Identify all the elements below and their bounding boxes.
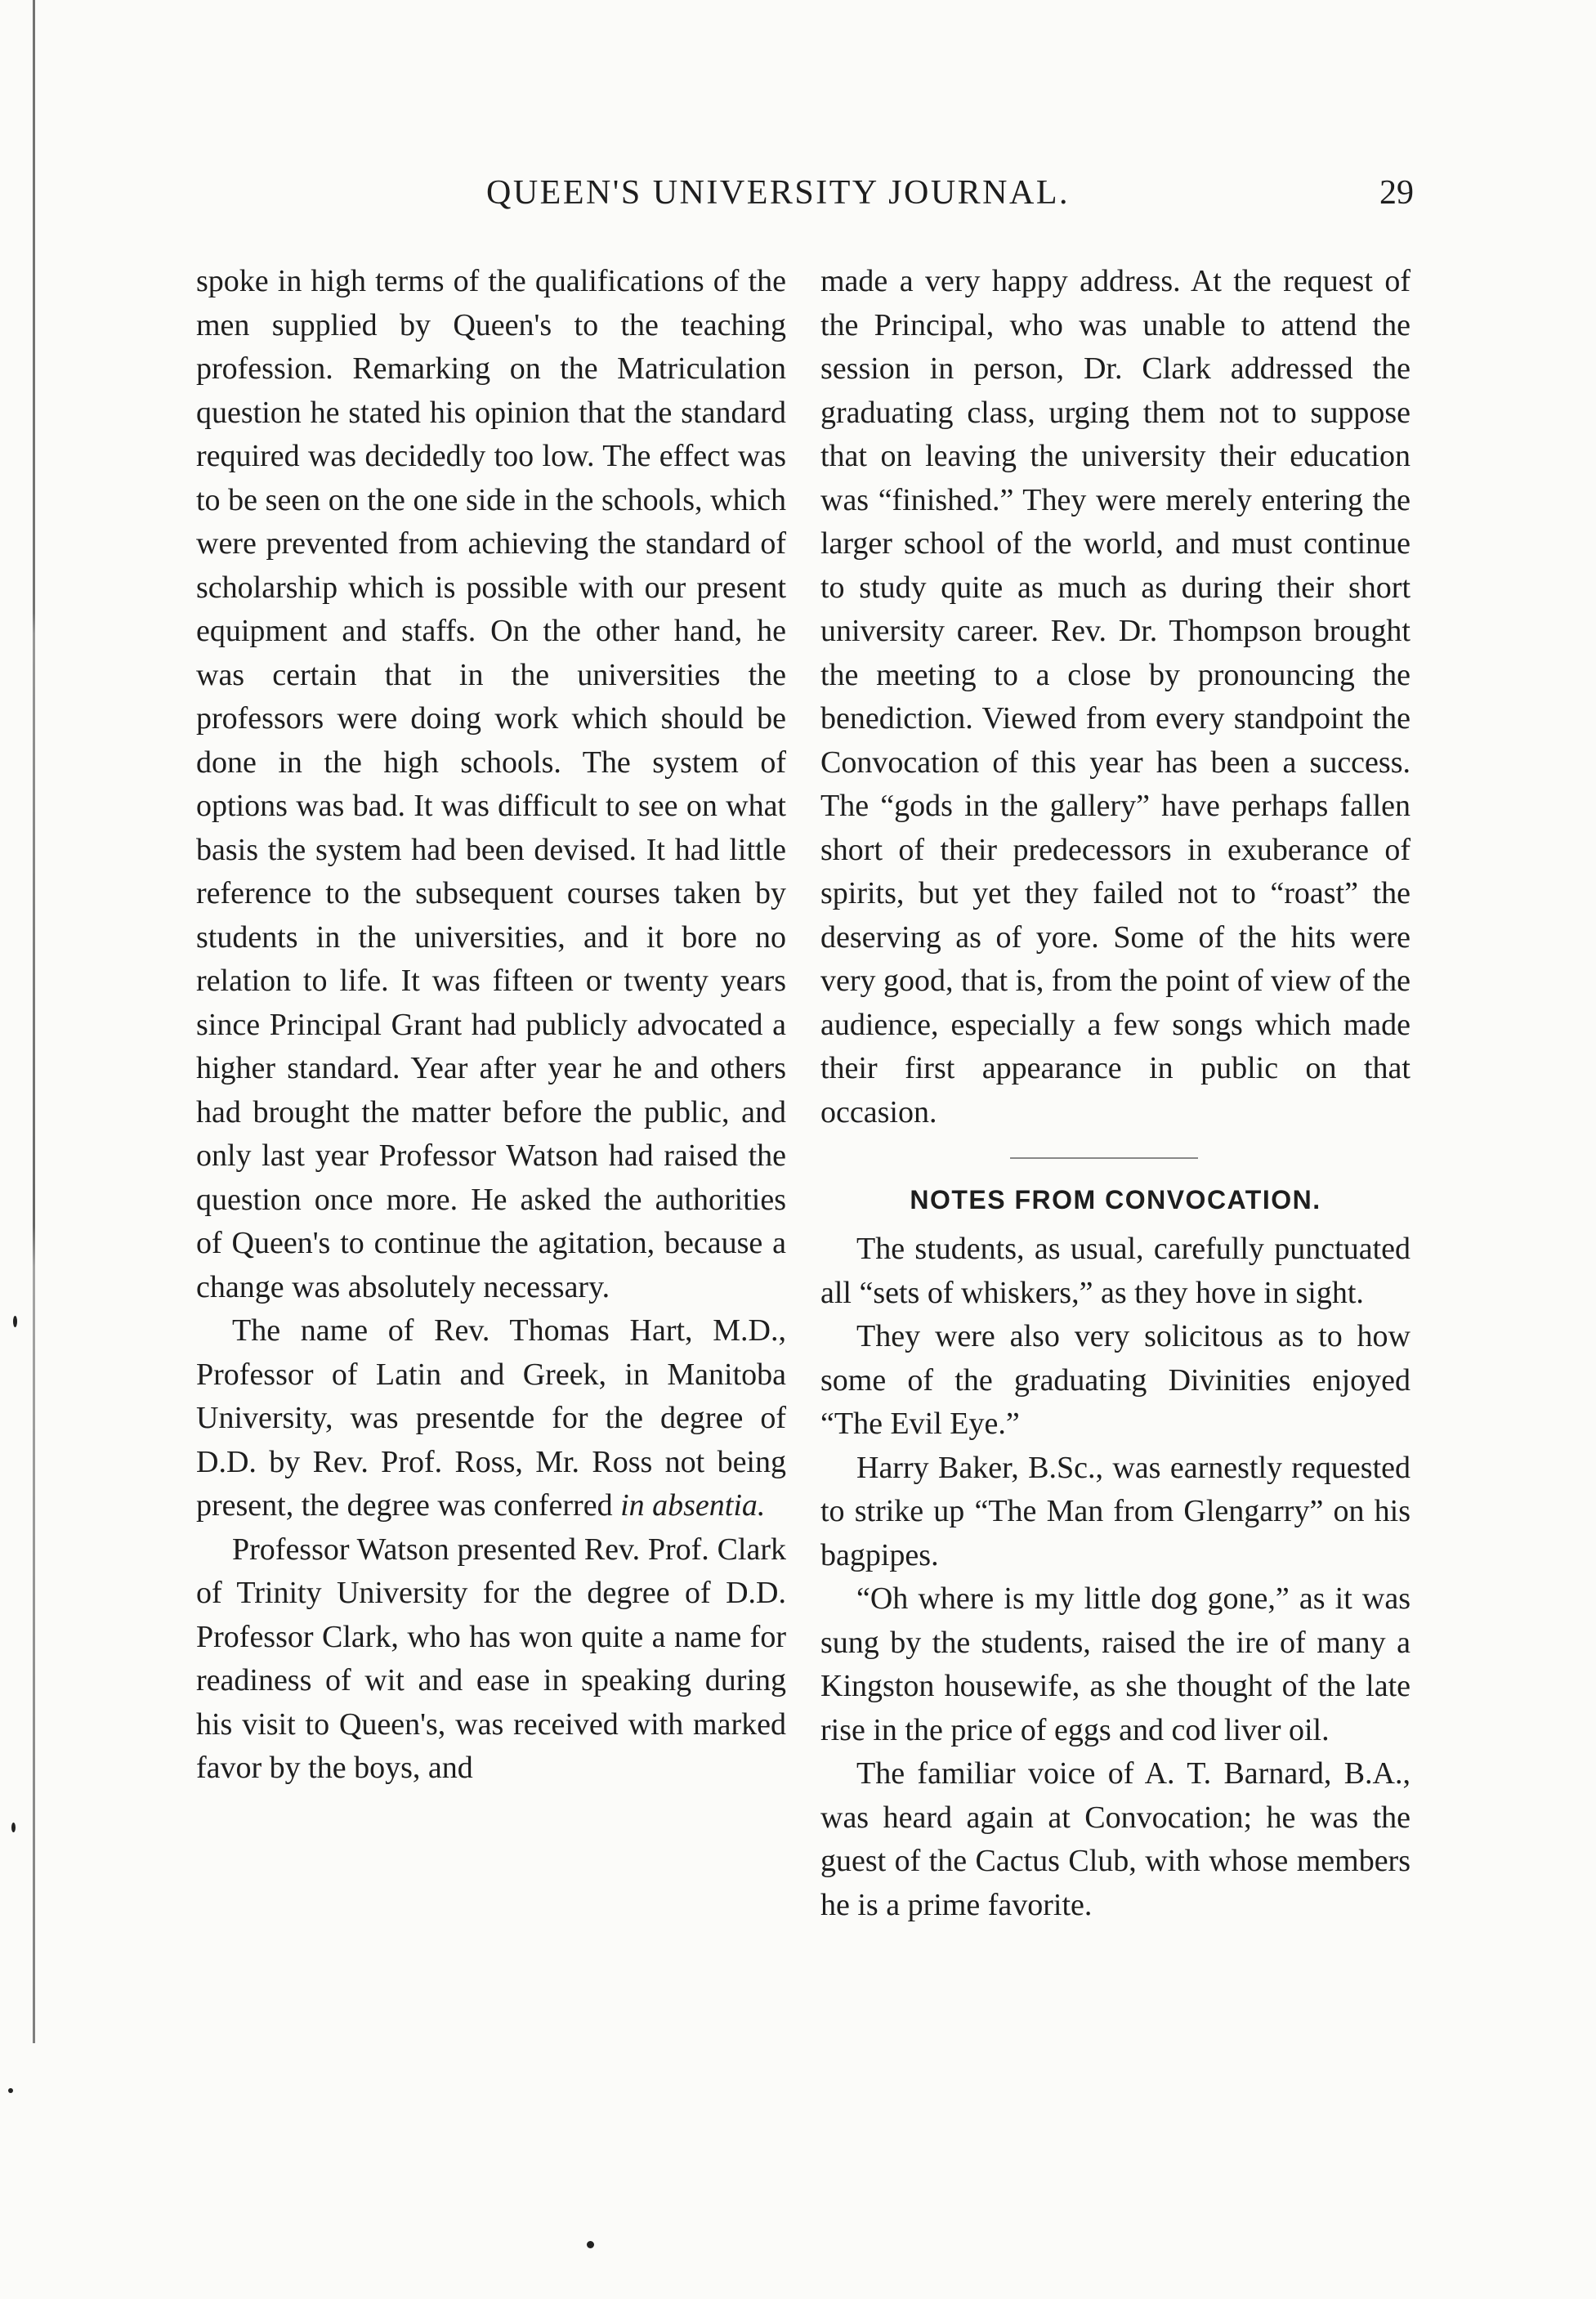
- page-header: [486, 173, 1414, 222]
- paragraph: spoke in high terms of the qualifications of the men supplied by Queen's to the teaching profession. Remarking on the Matriculation question he stated his opinion that the standard required was decidedly too low. The effect was to be seen on the one side in the schools, which were prevented from achieving the standard of scholarship which is possible with our present equipment and staffs. On the other hand, he was certain that in the universities the professors were doing work which should be done in the high schools. The system of options was bad. It was difficult to see on what basis the system had been devised. It had little reference to the subsequent courses taken by students in the universities, and it bore no relation to life. It was fifteen or twenty years since Principal Grant had publicly advocated a higher standard. Year after year he and others had brought the matter before the public, and only last year Professor Watson had raised the question once more. He asked the authorities of Queen's to continue the agitation, because a change was absolutely necessary.: [196, 264, 786, 1304]
- print-speck: [13, 1316, 17, 1327]
- print-speck: [11, 1823, 16, 1832]
- running-head: QUEEN'S UNIVERSITY JOURNAL.: [486, 174, 1070, 212]
- italic-phrase: in absentia.: [620, 1488, 766, 1523]
- paragraph: [196, 1309, 786, 1528]
- note-paragraph: The students, as usual, carefully punctuated all “sets of whiskers,” as they hove in sight.: [820, 1232, 1410, 1310]
- print-speck: [587, 2241, 594, 2248]
- note-paragraph: Harry Baker, B.Sc., was earnestly requested to strike up “The Man from Glengarry” on his bagpipes.: [820, 1450, 1410, 1572]
- page-edge-shadow: [33, 0, 35, 2043]
- note-paragraph: They were also very solicitous as to how some of the graduating Divinities enjoyed “The Evil Eye.”: [820, 1319, 1410, 1441]
- paragraph-text: The name of Rev. Thomas Hart, M.D., Professor of Latin and Greek, in Manitoba University, was presentde for the degree of D.D. by Rev. Prof. Ross, Mr. Ross not being present, the degree was conferred: [196, 1313, 786, 1523]
- right-column: [820, 260, 1410, 1927]
- print-speck: [8, 2088, 13, 2093]
- section-divider: [1010, 1157, 1198, 1159]
- note-paragraph: “Oh where is my little dog gone,” as it was sung by the students, raised the ire of many a Kingston housewife, as she thought of the late rise in the price of eggs and cod liver oil.: [820, 1581, 1410, 1747]
- page-number: 29: [1379, 174, 1414, 212]
- paragraph: made a very happy address. At the request of the Principal, who was unable to attend the session in person, Dr. Clark addressed the graduating class, urging them not to suppose that on leaving the university their education was “finished.” They were merely entering the larger school of the world, and must continue to study quite as much as during their short university career. Rev. Dr. Thompson brought the meeting to a close by pronouncing the benediction. Viewed from every standpoint the Convocation of this year has been a success. The “gods in the gallery” have perhaps fallen short of their predecessors in exuberance of spirits, but yet they failed not to “roast” the deserving as of yore. Some of the hits were very good, that is, from the point of view of the audience, especially a few songs which made their first appearance in public on that occasion.: [820, 264, 1410, 1129]
- left-column: [196, 260, 786, 1791]
- note-paragraph: The familiar voice of A. T. Barnard, B.A., was heard again at Convocation; he was the guest of the Cactus Club, with whose members he is a prime favorite.: [820, 1756, 1410, 1922]
- section-heading: NOTES FROM CONVOCATION.: [910, 1185, 1321, 1214]
- paragraph: Professor Watson presented Rev. Prof. Clark of Trinity University for the degree of D.D. Professor Clark, who has won quite a name for readiness of wit and ease in speaking during his visit to Queen's, was received with marked favor by the boys, and: [196, 1532, 786, 1785]
